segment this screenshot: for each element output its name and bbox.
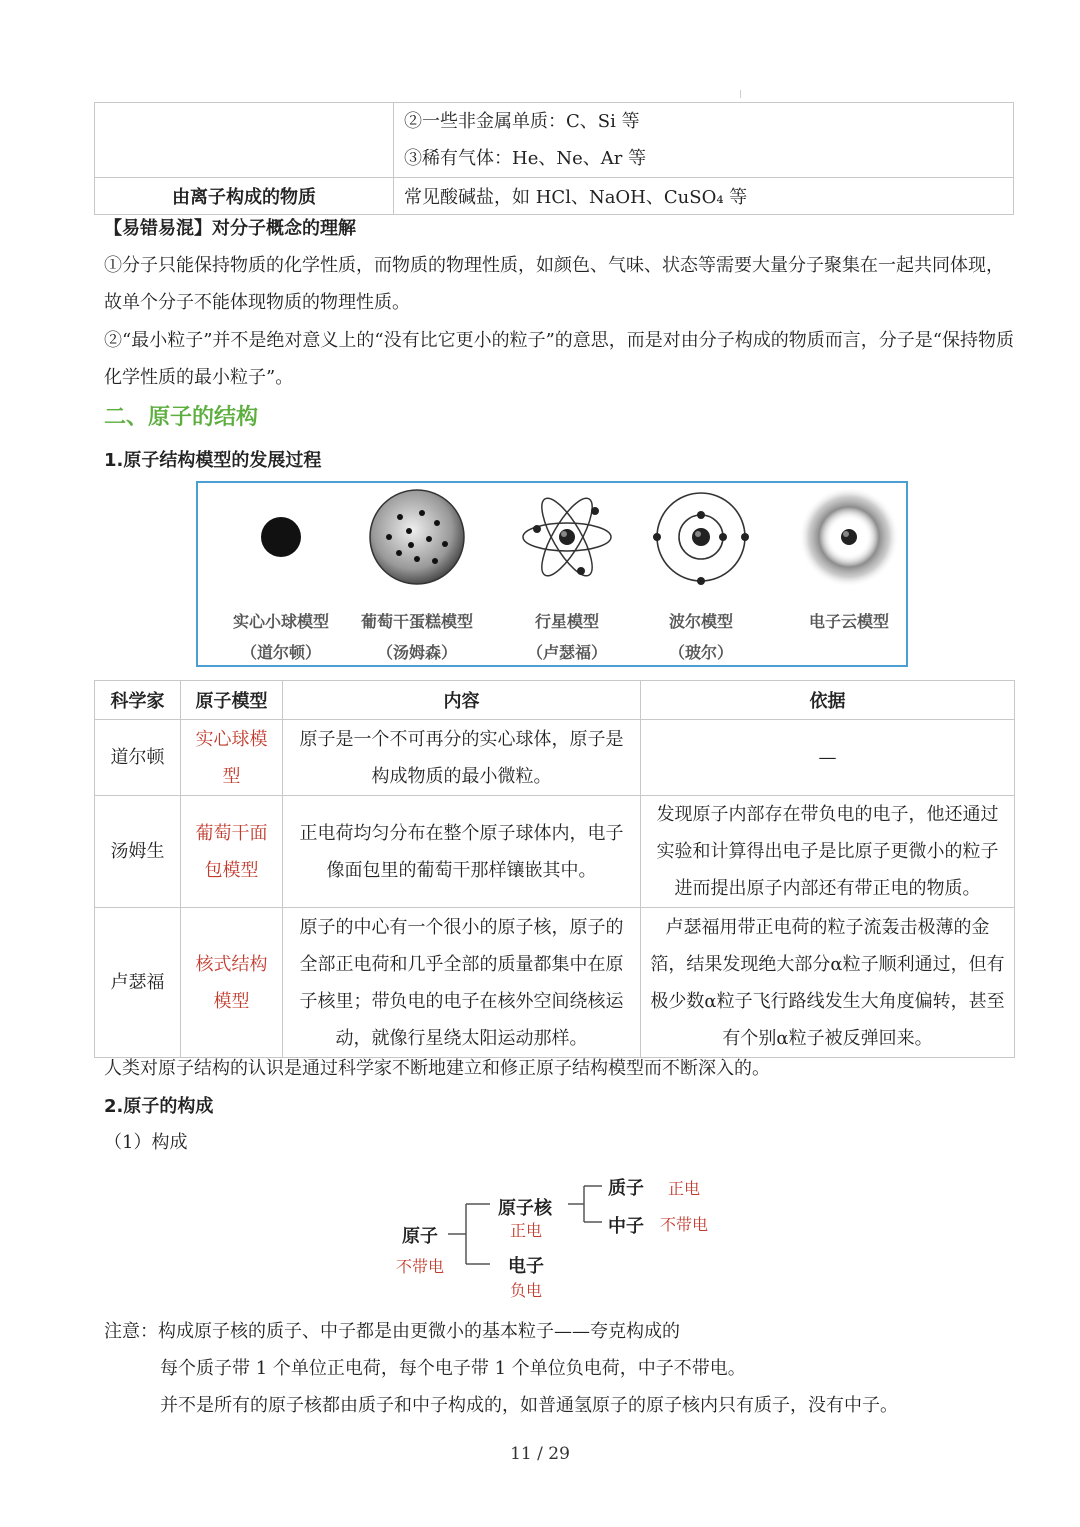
atom-label: 原子 — [402, 1226, 438, 1247]
confusion-heading: 【易错易混】对分子概念的理解 — [104, 218, 356, 239]
section-title: 二、原子的结构 — [104, 405, 259, 430]
model-cell: 葡萄干面包模型 — [181, 796, 283, 908]
table-row — [95, 720, 1015, 796]
model-item — [206, 483, 356, 665]
note-line-2: 每个质子带 1 个单位正电荷，每个电子带 1 个单位负电荷，中子不带电。 — [160, 1358, 746, 1379]
atom-charge: 不带电 — [396, 1257, 445, 1276]
bohr-atom-icon — [651, 489, 751, 589]
subsection-title-models: 1.原子结构模型的发展过程 — [104, 450, 322, 471]
page-number: 11 / 29 — [510, 1444, 570, 1464]
neutron-label: 中子 — [608, 1216, 644, 1237]
basis-cell: 发现原子内部存在带负电的电子，他还通过实验和计算得出电子是比原子更微小的粒子进而提出原子内部还有带正电的物质。 — [641, 796, 1015, 908]
neutron-charge: 不带电 — [660, 1215, 709, 1234]
table-row — [95, 103, 1014, 178]
electron-cloud-icon — [799, 489, 899, 589]
substance-table — [94, 102, 1014, 215]
model-item — [342, 483, 492, 665]
confusion-paragraph-1: ①分子只能保持物质的化学性质，而物质的物理性质，如颜色、气味、状态等需要大量分子聚集在一起共同体现，故单个分子不能体现物质的物理性质。 — [104, 255, 1004, 313]
model-scientist: （汤姆森） — [376, 643, 457, 662]
basis-cell: 卢瑟福用带正电荷的粒子流轰击极薄的金箔，结果发现绝大部分α粒子顺利通过，但有极少数α粒子飞行路线发生大角度偏转，甚至有个别α粒子被反弹回来。 — [641, 908, 1015, 1058]
column-header: 内容 — [283, 681, 641, 720]
atom-model-table — [94, 680, 1015, 1058]
model-name: 电子云模型 — [808, 612, 889, 631]
content-cell: 原子的中心有一个很小的原子核，原子的全部正电荷和几乎全部的质量都集中在原子核里；带负电的电子在核外空间绕核运动，就像行星绕太阳运动那样。 — [283, 908, 641, 1058]
table-row — [95, 908, 1015, 1058]
table-row — [95, 178, 1014, 215]
nucleus-charge: 正电 — [510, 1221, 543, 1240]
column-header: 依据 — [641, 681, 1015, 720]
subsection-title-composition: 2.原子的构成 — [104, 1096, 214, 1117]
model-cell: 核式结构模型 — [181, 908, 283, 1058]
table-row — [95, 796, 1015, 908]
model-scientist: （道尔顿） — [240, 643, 321, 662]
nonmetal-line: ②一些非金属单质：C、Si 等 — [404, 111, 640, 132]
basis-cell: — — [641, 720, 1015, 796]
model-scientist: （卢瑟福） — [526, 643, 607, 662]
scientist-cell: 道尔顿 — [95, 720, 181, 796]
model-item — [492, 483, 642, 665]
header-mark — [740, 90, 741, 98]
plum-pudding-icon — [367, 489, 467, 589]
ionic-substance-label: 由离子构成的物质 — [95, 178, 394, 215]
noble-gas-line: ③稀有气体：He、Ne、Ar 等 — [404, 148, 647, 169]
note-line-3: 并不是所有的原子核都由质子和中子构成的，如普通氢原子的原子核内只有质子，没有中子。 — [160, 1395, 898, 1416]
table-cell — [394, 103, 1014, 178]
model-name: 实心小球模型 — [232, 612, 329, 631]
atom-models-figure — [196, 481, 908, 667]
model-item — [774, 483, 924, 665]
proton-charge: 正电 — [668, 1179, 701, 1198]
model-scientist: （玻尔） — [668, 643, 733, 662]
solid-sphere-icon — [231, 489, 331, 589]
ionic-substance-content: 常见酸碱盐，如 HCl、NaOH、CuSO₄ 等 — [394, 178, 1014, 215]
summary-text: 人类对原子结构的认识是通过科学家不断地建立和修正原子结构模型而不断深入的。 — [104, 1058, 770, 1079]
electron-label: 电子 — [508, 1256, 544, 1277]
table-header-row — [95, 681, 1015, 720]
content-cell: 正电荷均匀分布在整个原子球体内，电子像面包里的葡萄干那样镶嵌其中。 — [283, 796, 641, 908]
model-name: 波尔模型 — [668, 612, 733, 631]
composition-label: （1）构成 — [104, 1132, 188, 1153]
model-cell: 实心球模型 — [181, 720, 283, 796]
atom-composition-diagram — [380, 1160, 740, 1310]
scientist-cell: 卢瑟福 — [95, 908, 181, 1058]
column-header: 原子模型 — [181, 681, 283, 720]
planetary-atom-icon — [517, 489, 617, 589]
model-name: 行星模型 — [534, 612, 599, 631]
model-item — [626, 483, 776, 665]
proton-label: 质子 — [608, 1178, 644, 1199]
column-header: 科学家 — [95, 681, 181, 720]
note-line-1: 注意：构成原子核的质子、中子都是由更微小的基本粒子——夸克构成的 — [104, 1321, 680, 1342]
electron-charge: 负电 — [510, 1281, 543, 1300]
nucleus-label: 原子核 — [498, 1198, 552, 1219]
scientist-cell: 汤姆生 — [95, 796, 181, 908]
confusion-paragraph-2: ②“最小粒子”并不是绝对意义上的“没有比它更小的粒子”的意思，而是对由分子构成的物质而言，分子是“保持物质化学性质的最小粒子”。 — [104, 330, 1015, 388]
model-name: 葡萄干蛋糕模型 — [360, 612, 473, 631]
content-cell: 原子是一个不可再分的实心球体，原子是构成物质的最小微粒。 — [283, 720, 641, 796]
table-cell-empty — [95, 103, 394, 178]
